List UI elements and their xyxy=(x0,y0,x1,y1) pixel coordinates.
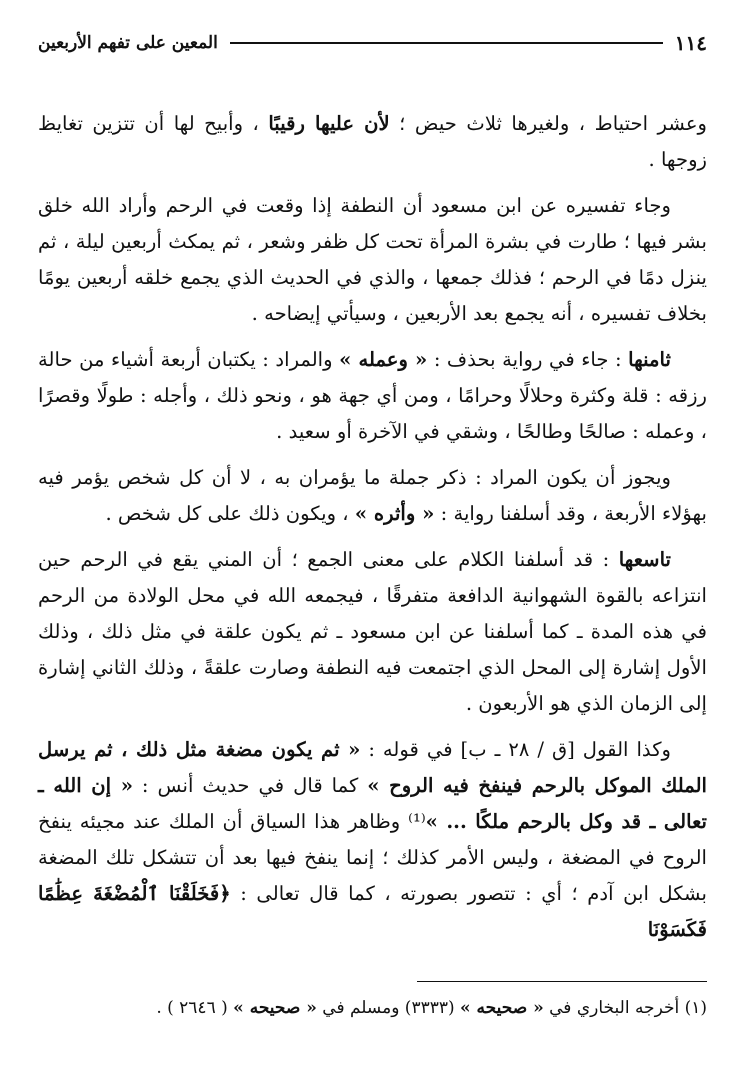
bold-text: « وعمله » xyxy=(339,348,428,371)
text-run: ويجوز أن يكون المراد : ذكر جملة ما يؤمران به ، لا أن كل شخص يؤمر فيه بهؤلاء الأربعة ، وقد أسلفنا رواية : xyxy=(38,466,707,525)
paragraph xyxy=(38,542,707,722)
paragraph xyxy=(38,342,707,450)
text-run: وجاء تفسيره عن ابن مسعود أن النطفة إذا وقعت في الرحم وأراد الله خلق بشر فيها ؛ طارت في بشرة المرأة تحت كل ظفر وشعر ، ثم يمكث أربعين ليلة ، ثم ينزل دمًا في الرحم ؛ فذلك جمعها ، والذي في الحديث الذي يجمع خلقه أربعين يومًا بخلاف تفسيره ، أنه يجمع بعد الأربعين ، وسيأتي إيضاحه . xyxy=(38,194,707,325)
text-run: (١) أخرجه البخاري في xyxy=(543,998,707,1018)
text-run: وكذا القول [ق / ٢٨ ـ ب] في قوله : xyxy=(360,738,671,761)
bold-text: « صحيحه » xyxy=(460,998,544,1018)
paragraph xyxy=(38,460,707,532)
main-text xyxy=(38,106,707,948)
page-number: ١١٤ xyxy=(674,31,707,55)
bold-text: « إن الله ـ تعالى ـ قد وكل بالرحم ملكًا ... » xyxy=(38,774,707,833)
text-run: كما قال في حديث أنس : xyxy=(132,774,368,797)
text-run: ( ٢٦٤٦ ) . xyxy=(156,998,234,1018)
text-run: : قد أسلفنا الكلام على معنى الجمع ؛ أن المني يقع في الرحم حين انتزاعه بالقوة الشهوانية الدافعة متفرقًا ، فيجمعه الله في محل الولادة من الرحم في هذه المدة ـ كما أسلفنا عن ابن مسعود ـ ثم يكون علقة في مثل ذلك ، وذلك الأول إشارة إلى المحل الذي اجتمعت فيه النطفة وصارت علقةً ، وذلك الثاني إشارة إلى الزمان الذي هو الأربعون . xyxy=(38,548,707,715)
bold-text: لأن عليها رقيبًا xyxy=(268,112,390,135)
paragraph xyxy=(38,732,707,948)
paragraph xyxy=(38,106,707,178)
book-page xyxy=(38,26,707,1046)
footnote xyxy=(38,994,707,1022)
bold-text: ثامنها xyxy=(628,348,671,371)
text-run: ، وأبيح لها أن تتزين تغايظ زوجها . xyxy=(38,112,707,171)
text-run: ⁽¹⁾ وظاهر هذا السياق أن الملك عند مجيئه ينفخ الروح في المضغة ، وليس الأمر كذلك ؛ إنما ينفخ فيها بعد أن تتشكل تلك المضغة بشكل ابن آدم ؛ أي : تتصور بصورته ، كما قال تعالى : xyxy=(38,810,707,905)
header-rule xyxy=(230,42,663,44)
text-run: ، ويكون ذلك على كل شخص . xyxy=(105,502,355,525)
text-run: : جاء في رواية بحذف : xyxy=(427,348,629,371)
book-title: المعين على تفهم الأربعين xyxy=(38,33,218,53)
footnote-rule xyxy=(417,981,707,982)
bold-text: « وأثره » xyxy=(354,502,435,525)
bold-text: تاسعها xyxy=(618,548,671,571)
text-run: والمراد : يكتبان أربعة أشياء من حالة رزقه : قلة وكثرة وحلالًا وحرامًا ، ومن أي جهة هو ، ونحو ذلك ، وأجله : طولًا وقصرًا ، وعمله : صالحًا وطالحًا ، وشقي في الآخرة أو سعيد . xyxy=(38,348,707,443)
running-header xyxy=(38,26,707,60)
bold-text: ﴿فَخَلَقْنَا ٱلْمُضْغَةَ عِظَٰمًا فَكَسَوْنَا xyxy=(38,882,707,941)
text-run: وعشر احتياط ، ولغيرها ثلاث حيض ؛ xyxy=(389,112,707,135)
bold-text: « صحيحه » xyxy=(233,998,317,1018)
bold-text: « ثم يكون مضغة مثل ذلك ، ثم يرسل الملك الموكل بالرحم فينفخ فيه الروح » xyxy=(38,738,707,797)
paragraph xyxy=(38,188,707,332)
text-run: (٣٣٣٣) ومسلم في xyxy=(316,998,461,1018)
